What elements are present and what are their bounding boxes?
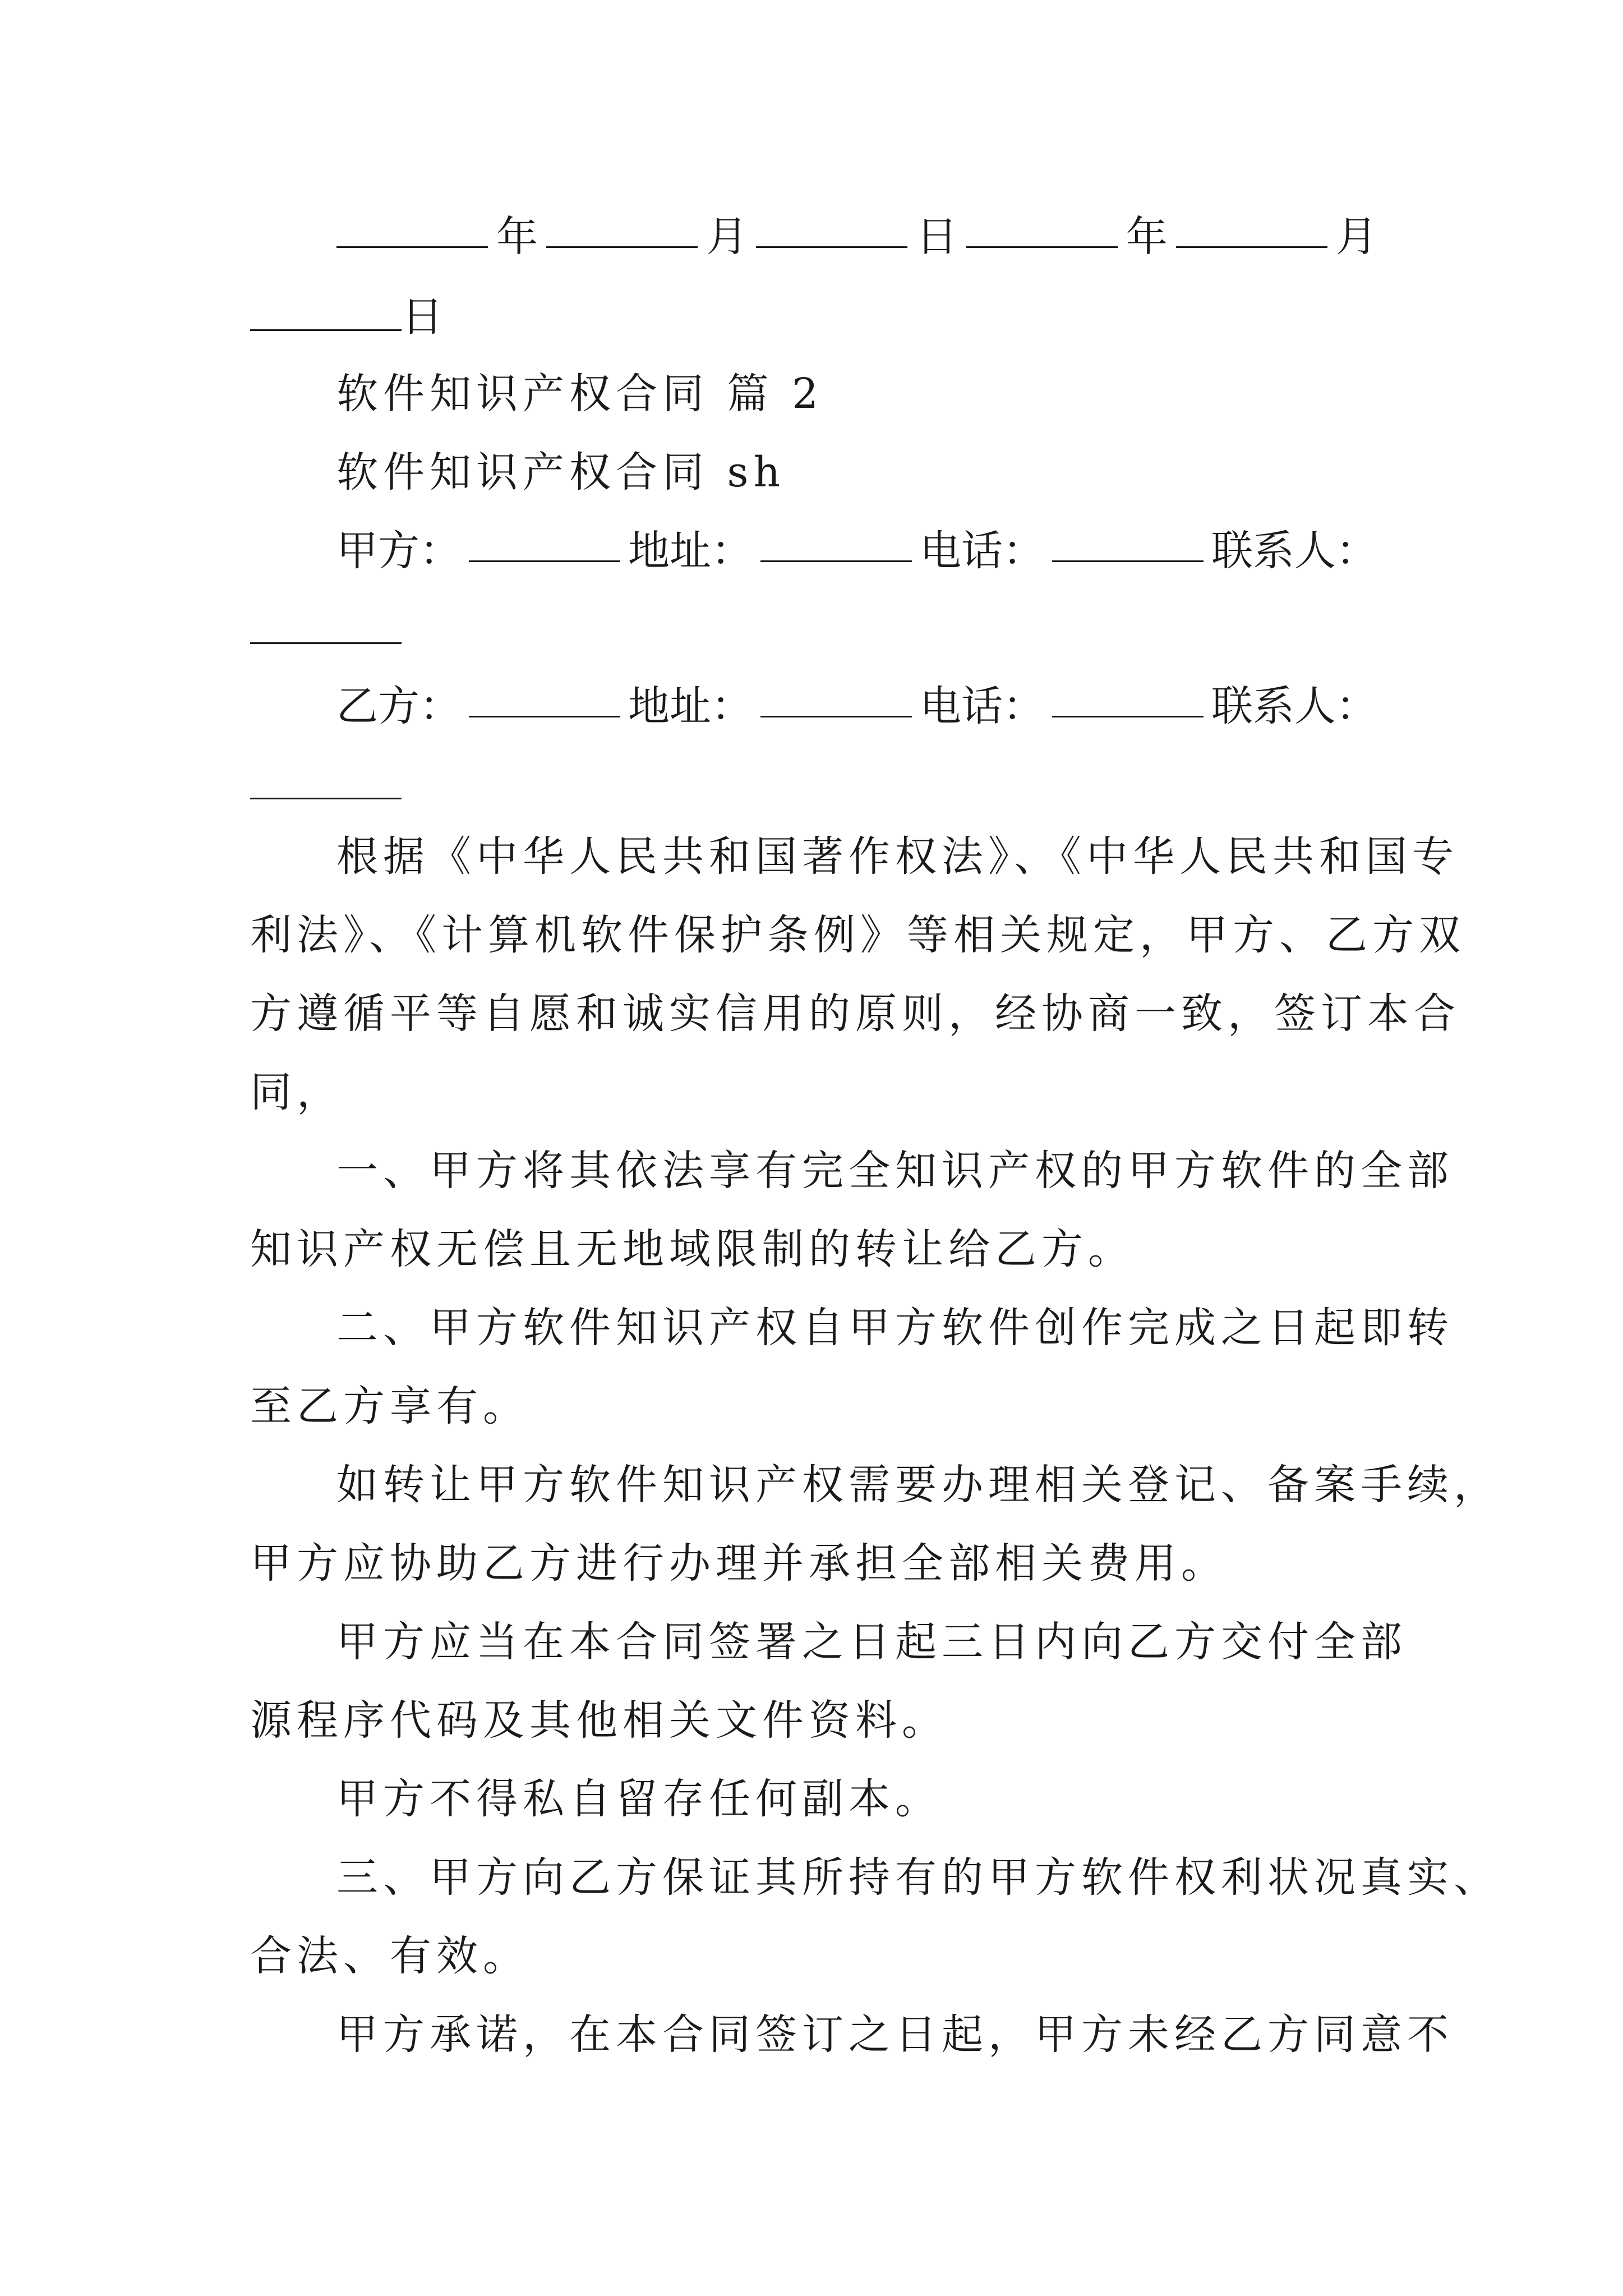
month-label-2: 月 [1335, 213, 1377, 261]
paragraph-line: 源程序代码及其他相关文件资料。 [250, 1696, 948, 1745]
month-blank [546, 216, 698, 248]
year-label-2: 年 [1126, 213, 1168, 261]
paragraph-line: 三、甲方向乙方保证其所持有的甲方软件权利状况真实、 [336, 1853, 1500, 1902]
date-line-continued [250, 293, 1377, 347]
party-a-name-blank [469, 530, 620, 562]
paragraph-line: 一、甲方将其依法享有完全知识产权的甲方软件的全部 [336, 1147, 1454, 1195]
month-label: 月 [706, 213, 748, 261]
paragraph-line: 至乙方享有。 [250, 1382, 529, 1430]
party-a-label: 甲方： [336, 527, 461, 575]
party-a-address-blank [760, 530, 912, 562]
paragraph-line: 二、甲方软件知识产权自甲方软件创作完成之日起即转 [336, 1304, 1454, 1352]
paragraph-line: 知识产权无偿且无地域限制的转让给乙方。 [250, 1225, 1135, 1273]
party-b-phone-label: 电话： [920, 682, 1044, 730]
day-blank-2 [250, 299, 402, 331]
section-heading: 软件知识产权合同 篇 2 [336, 370, 824, 418]
party-a-phone-label: 电话： [920, 527, 1044, 575]
party-b-phone-blank [1052, 685, 1204, 717]
party-b-address-blank [760, 685, 912, 717]
party-b-contact-blank [250, 798, 402, 799]
contract-title: 软件知识产权合同 sh [336, 448, 786, 496]
year-blank [336, 216, 488, 248]
party-b-contact-label: 联系人： [1211, 682, 1377, 730]
date-line [336, 213, 1377, 266]
day-label: 日 [916, 213, 958, 261]
paragraph-line: 根据《中华人民共和国著作权法》、《中华人民共和国专 [336, 832, 1459, 881]
party-b-line [336, 682, 1377, 736]
month-blank-2 [1176, 216, 1327, 248]
paragraph-line: 甲方不得私自留存任何副本。 [336, 1775, 942, 1823]
party-a-contact-label: 联系人： [1211, 527, 1377, 575]
party-b-address-label: 地址： [628, 682, 753, 730]
party-a-phone-blank [1052, 530, 1204, 562]
paragraph-line: 利法》、《计算机软件保护条例》等相关规定，甲方、乙方双 [250, 911, 1465, 959]
party-b-label: 乙方： [336, 682, 461, 730]
day-label-2: 日 [402, 293, 448, 341]
year-label: 年 [496, 213, 538, 261]
paragraph-line: 甲方应协助乙方进行办理并承担全部相关费用。 [250, 1539, 1228, 1588]
party-a-contact-blank [250, 642, 402, 644]
paragraph-line: 甲方承诺，在本合同签订之日起，甲方未经乙方同意不 [336, 2010, 1454, 2059]
paragraph-line: 甲方应当在本合同签署之日起三日内向乙方交付全部 [336, 1618, 1407, 1666]
party-a-line [336, 527, 1377, 581]
party-b-name-blank [469, 685, 620, 717]
year-blank-2 [966, 216, 1118, 248]
paragraph-line: 同， [250, 1068, 343, 1116]
paragraph-line: 如转让甲方软件知识产权需要办理相关登记、备案手续， [336, 1461, 1500, 1509]
day-blank [756, 216, 907, 248]
party-a-address-label: 地址： [628, 527, 753, 575]
paragraph-line: 合法、有效。 [250, 1932, 529, 1980]
paragraph-line: 方遵循平等自愿和诚实信用的原则，经协商一致，签订本合 [250, 990, 1460, 1038]
